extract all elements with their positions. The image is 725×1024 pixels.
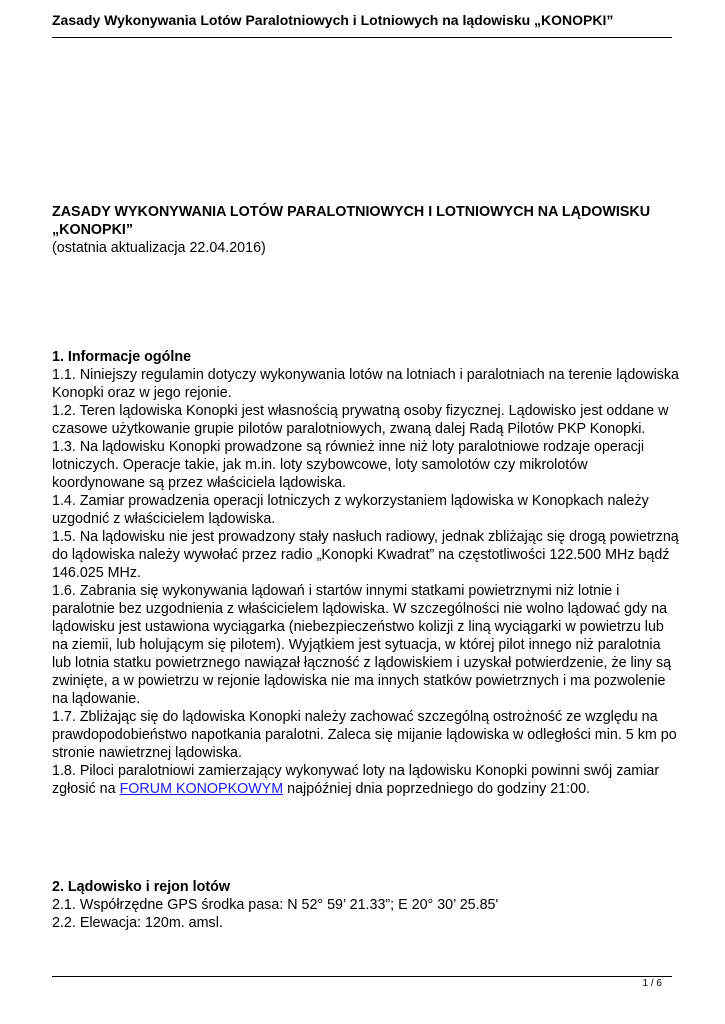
section-general-info [52, 348, 682, 798]
forum-konopkowym-link[interactable]: FORUM KONOPKOWYM [119, 781, 284, 797]
paragraph-1-7: 1.7. Zbliżając się do lądowiska Konopki należy zachować szczególną ostrożność ze względu na prawdopodobieństwo napotkania paralotni. Zaleca się mijanie lądowiska w odległości min. 5 km po stronie nawietrznej lądowiska. [52, 709, 677, 761]
paragraph-1-8 [52, 762, 682, 798]
paragraph-1-8-text-end: najpóźniej dnia poprzedniego do godziny 21:00. [283, 781, 591, 797]
document-title: ZASADY WYKONYWANIA LOTÓW PARALOTNIOWYCH I LOTNIOWYCH NA LĄDOWISKU „KONOPKI” [52, 204, 651, 238]
paragraph-1-8-text: 1.8. Piloci paralotniowi zamierzający wykonywać loty na lądowisku Konopki powinni swój zamiar zgłosić na [52, 763, 660, 797]
footer-divider [52, 976, 672, 977]
paragraph-1-6: 1.6. Zabrania się wykonywania lądowań i startów innymi statkami powietrznymi niż lotnie i paralotnie bez uzgodnienia z właścicielem lądowiska. W szczególności nie wolno lądować gdy na lądowisku jest ustawiona wyciągarka (niebezpieczeństwo kolizji z liną wyciągarki w powietrzu lub na ziemii, lub holującym się pilotem). Wyjątkiem jest sytuacja, w której pilot innego niż paralotnia lub lotnia statku powietrznego nawiązał łączność z lądowiskiem i uzyskał potwierdzenie, że liny są zwinięte, a w powietrzu w rejonie lądowiska nie ma innych statków powietrznych i ma pozwolenie na lądowanie. [52, 583, 672, 707]
section-landing-area [52, 878, 682, 932]
page-number: 1 / 6 [642, 978, 662, 989]
document-subtitle: (ostatnia aktualizacja 22.04.2016) [52, 240, 266, 256]
paragraph-1-2: 1.2. Teren lądowiska Konopki jest własnością prywatną osoby fizycznej. Lądowisko jest oddane w czasowe użytkowanie grupie pilotów paralotniowych, zwaną dalej Radą Pilotów PKP Konopki. [52, 403, 669, 437]
header-divider [52, 37, 672, 38]
paragraph-1-1: 1.1. Niniejszy regulamin dotyczy wykonywania lotów na lotniach i paralotniach na terenie lądowiska Konopki oraz w jego rejonie. [52, 367, 680, 401]
paragraph-2-1: 2.1. Współrzędne GPS środka pasa: N 52° 59’ 21.33”; E 20° 30’ 25.85' [52, 897, 499, 913]
section-heading: 2. Lądowisko i rejon lotów [52, 879, 230, 895]
paragraph-1-4: 1.4. Zamiar prowadzenia operacji lotniczych z wykorzystaniem lądowiska w Konopkach należy uzgodnić z właścicielem lądowiska. [52, 493, 649, 527]
running-header: Zasady Wykonywania Lotów Paralotniowych i Lotniowych na lądowisku „KONOPKI” [52, 12, 614, 28]
document-title-block [52, 203, 677, 257]
paragraph-1-5: 1.5. Na lądowisku nie jest prowadzony stały nasłuch radiowy, jednak zbliżając się drogą powietrzną do lądowiska należy wywołać przez radio „Konopki Kwadrat” na częstotliwości 122.500 MHz bądź 146.025 MHz. [52, 529, 679, 581]
paragraph-2-2: 2.2. Elewacja: 120m. amsl. [52, 915, 223, 931]
paragraph-1-3: 1.3. Na lądowisku Konopki prowadzone są również inne niż loty paralotniowe rodzaje operacji lotniczych. Operacje takie, jak m.in. loty szybowcowe, loty samolotów czy mikrolotów koordynowane są przez właściciela lądowiska. [52, 439, 645, 491]
section-heading: 1. Informacje ogólne [52, 349, 192, 365]
